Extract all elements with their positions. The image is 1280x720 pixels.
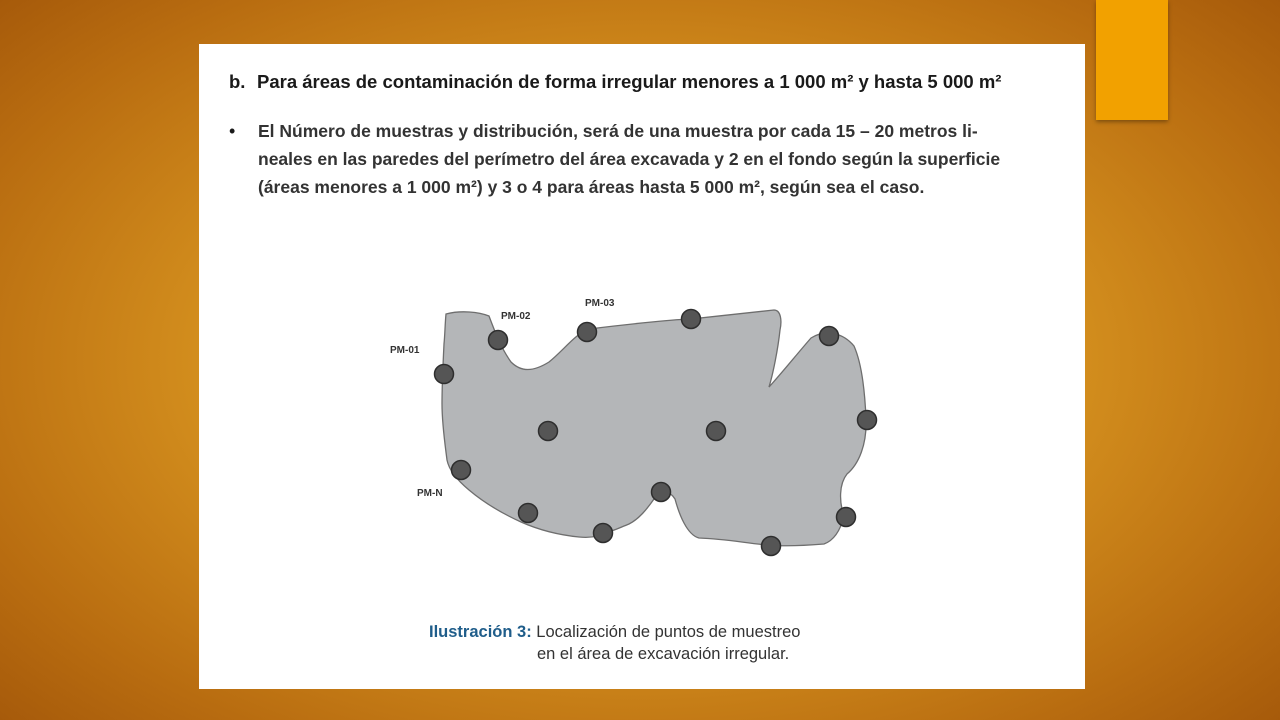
bullet-line-1: El Número de muestras y distribución, será de una muestra por cada 15 – 20 metros li-	[258, 121, 978, 141]
label-pm03: PM-03	[585, 298, 615, 309]
heading-text: Para áreas de contaminación de forma irregular menores a 1 000 m² y hasta 5 000 m²	[257, 71, 1002, 92]
bullet-line-3: (áreas menores a 1 000 m²) y 3 o 4 para áreas hasta 5 000 m², según sea el caso.	[258, 177, 925, 197]
sample-point	[519, 504, 538, 523]
label-pm02: PM-02	[501, 311, 531, 322]
caption-line-1: Localización de puntos de muestreo	[536, 623, 801, 641]
sample-point-pm01	[435, 365, 454, 384]
bullet-line-2: neales en las paredes del perímetro del área excavada y 2 en el fondo según la superficie	[258, 149, 1001, 169]
sample-point	[594, 524, 613, 543]
caption-line-2: en el área de excavación irregular.	[537, 645, 790, 663]
sample-point	[682, 310, 701, 329]
sample-point-pm02	[489, 331, 508, 350]
sample-point	[858, 411, 877, 430]
bullet-icon: •	[229, 121, 236, 141]
slide-card	[199, 44, 1085, 689]
sample-point	[837, 508, 856, 527]
sample-point	[652, 483, 671, 502]
sample-point-bottom	[539, 422, 558, 441]
accent-tab	[1096, 0, 1168, 120]
label-pmn: PM-N	[417, 488, 443, 499]
sample-point-bottom	[707, 422, 726, 441]
label-pm01: PM-01	[390, 345, 420, 356]
caption-label: Ilustración 3:	[429, 623, 532, 641]
excavation-diagram	[199, 44, 1085, 689]
figure-caption	[429, 621, 800, 665]
sample-point-pm03	[578, 323, 597, 342]
heading-letter: b.	[229, 71, 246, 92]
sample-point	[820, 327, 839, 346]
sample-point-pmn	[452, 461, 471, 480]
sample-point	[762, 537, 781, 556]
